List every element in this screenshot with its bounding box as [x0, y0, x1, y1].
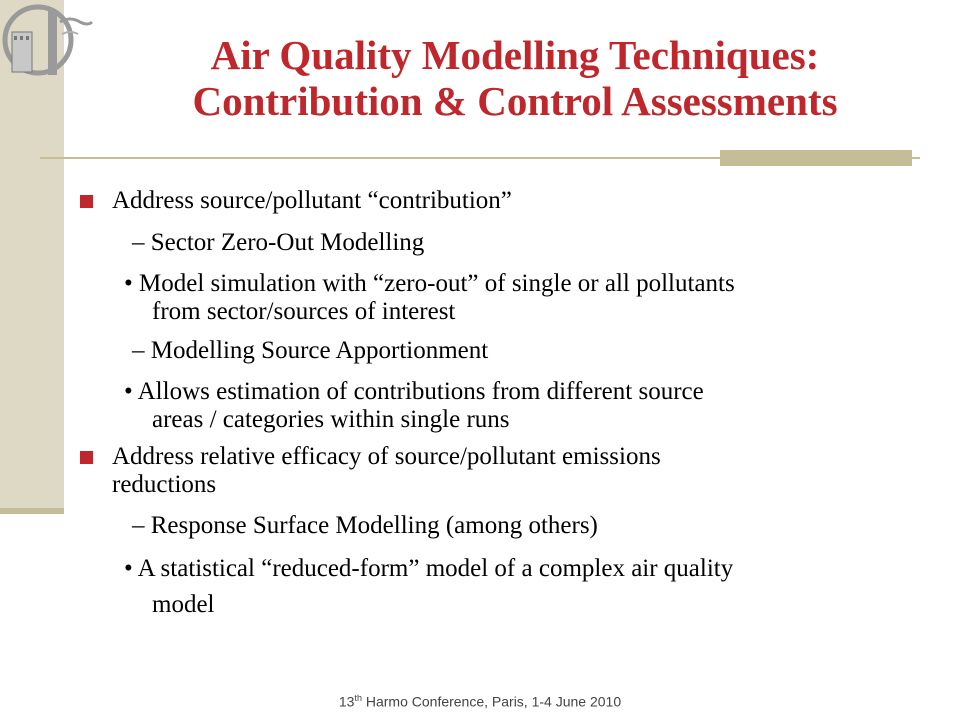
footer-number: 13: [338, 693, 355, 710]
sub-bullet-source-apportionment: – Modelling Source Apportionment: [132, 337, 489, 364]
bullet-square-icon: [80, 195, 93, 208]
detail-zero-out-line-2: from sector/sources of interest: [152, 298, 456, 325]
side-decoration-line: [0, 508, 64, 514]
detail-response-surface-line-1: • A statistical “reduced-form” model of a complex air quality: [124, 555, 734, 582]
title-divider-accent: [720, 150, 912, 166]
bullet-square-icon: [80, 451, 93, 464]
slide-title: [70, 32, 960, 124]
footer-text: Harmo Conference, Paris, 1-4 June 2010: [361, 693, 622, 710]
bullet-contribution: Address source/pollutant “contribution”: [112, 187, 512, 214]
bullet-efficacy-line-1: Address relative efficacy of source/pollutant emissions: [112, 443, 661, 470]
slide-title-line-2: Contribution & Control Assessments: [192, 78, 838, 124]
detail-apportionment-line-1: • Allows estimation of contributions from different source: [124, 378, 704, 405]
detail-apportionment-line-2: areas / categories within single runs: [152, 406, 510, 433]
footer-ordinal-suffix: th: [354, 693, 362, 703]
sub-bullet-response-surface: – Response Surface Modelling (among others): [132, 512, 598, 539]
bullet-efficacy-line-2: reductions: [112, 471, 217, 498]
detail-zero-out-line-1: • Model simulation with “zero-out” of single or all pollutants: [124, 270, 735, 297]
detail-response-surface-line-2: model: [152, 591, 215, 618]
slide-title-line-1: Air Quality Modelling Techniques:: [210, 32, 820, 78]
sub-bullet-zero-out: – Sector Zero-Out Modelling: [132, 229, 425, 256]
slide-footer: [0, 693, 960, 710]
